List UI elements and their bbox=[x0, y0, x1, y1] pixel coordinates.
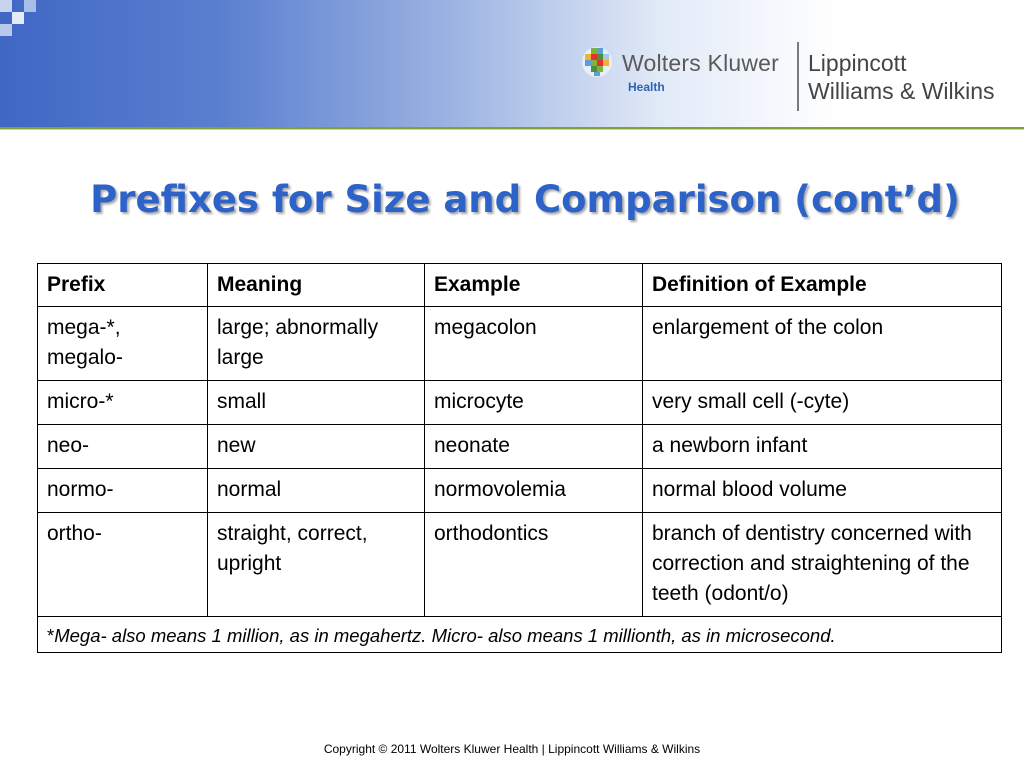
cell-meaning: straight, correct, upright bbox=[208, 513, 425, 617]
table-header-row bbox=[38, 264, 1002, 307]
cell-meaning: new bbox=[208, 425, 425, 469]
cell-example: normovolemia bbox=[425, 469, 643, 513]
column-header-prefix: Prefix bbox=[38, 264, 208, 307]
logo-division-name: Health bbox=[628, 80, 665, 94]
cell-example: megacolon bbox=[425, 307, 643, 381]
cell-definition: branch of dentistry concerned with correction and straightening of the teeth (odont/o) bbox=[643, 513, 1002, 617]
table-row bbox=[38, 307, 1002, 381]
cell-meaning: large; abnormally large bbox=[208, 307, 425, 381]
cell-prefix: normo- bbox=[38, 469, 208, 513]
logo-publisher-line2: Williams & Wilkins bbox=[808, 78, 995, 104]
copyright-footer: Copyright © 2011 Wolters Kluwer Health | Lippincott Williams & Wilkins bbox=[323, 742, 701, 756]
cell-prefix: micro-* bbox=[38, 381, 208, 425]
logo-divider bbox=[797, 42, 799, 111]
prefix-table bbox=[37, 263, 1002, 653]
cell-prefix: neo- bbox=[38, 425, 208, 469]
cell-meaning: small bbox=[208, 381, 425, 425]
table-row bbox=[38, 425, 1002, 469]
cell-prefix: ortho- bbox=[38, 513, 208, 617]
table-footnote bbox=[38, 617, 1002, 653]
column-header-definition: Definition of Example bbox=[643, 264, 1002, 307]
table-row bbox=[38, 469, 1002, 513]
cell-example: neonate bbox=[425, 425, 643, 469]
column-header-example: Example bbox=[425, 264, 643, 307]
footnote-text: Mega- also means 1 million, as in megahertz. Micro- also means 1 millionth, as in microsecond. bbox=[54, 625, 836, 646]
logo-company-name: Wolters Kluwer bbox=[622, 50, 780, 76]
table-row bbox=[38, 381, 1002, 425]
cell-example: microcyte bbox=[425, 381, 643, 425]
header-rule-shadow bbox=[0, 129, 1024, 130]
slide-title: Prefixes for Size and Comparison (cont’d) bbox=[90, 178, 960, 221]
cell-prefix: mega-*, megalo- bbox=[38, 307, 208, 381]
cell-definition: a newborn infant bbox=[643, 425, 1002, 469]
cell-definition: very small cell (-cyte) bbox=[643, 381, 1002, 425]
logo-publisher-line1: Lippincott bbox=[808, 50, 907, 76]
cell-meaning: normal bbox=[208, 469, 425, 513]
cell-definition: normal blood volume bbox=[643, 469, 1002, 513]
footnote-marker: * bbox=[47, 625, 55, 646]
column-header-meaning: Meaning bbox=[208, 264, 425, 307]
table-row bbox=[38, 513, 1002, 617]
wolters-kluwer-logo-icon bbox=[581, 46, 613, 78]
cell-definition: enlargement of the colon bbox=[643, 307, 1002, 381]
cell-example: orthodontics bbox=[425, 513, 643, 617]
table-footnote-row bbox=[38, 617, 1002, 653]
